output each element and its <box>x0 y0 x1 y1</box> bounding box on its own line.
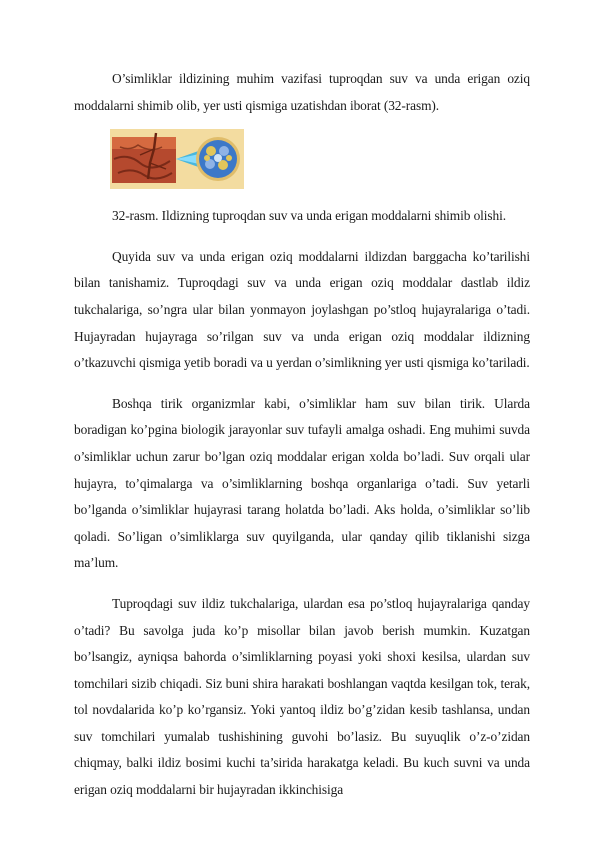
paragraph-root-pressure: Tuproqdagi suv ildiz tukchalariga, ulardan esa po’stloq hujayralariga qanday o’tadi? Bu savolga juda ko’p misollar bilan javob berish mumkin. Kuzatgan bo’lsangiz, ayniqsa bahorda o’simliklarning poyasi yoki shoxi kesilsa, ulardan suv tomchilari sizib chiqadi. Siz buni shira harakati boshlangan vaqtda kesilgan tok, terak, tol novdalarida ko’p ko’rgansiz. Yoki yantoq ildiz bo’g’zidan kesib tashlansa, undan suv tomchilari yumalab tushishining guvohi bo’lasiz. Bu suyuqlik o’z-o’zidan chiqmay, balki ildiz bosimi kuchi ta’sirida harakatga keladi. Bu kuch suvni va unda erigan oziq moddalarni bir hujayradan ikkinchisiga <box>74 595 530 798</box>
paragraph-water-importance: Boshqa tirik organizmlar kabi, o’simliklar ham suv bilan tirik. Ularda boradigan ko’pgina biologik jarayonlar suv tufayli amalga oshadi. Eng muhimi suvda o’simliklar uchun zarur bo’lgan oziq moddalar erigan xolda bo’ladi. Suv orqali ular hujayra, to’qimalarga va o’simliklarning boshqa organlariga o’tadi. Suv yetarli bo’lganda o’simliklar hujayrasi tarang holatda bo’ladi. Aks holda, o’simliklar so’lib qoladi. So’ligan o’simliklarga suv quyilganda, ular qanday qilib tiklanishi sizga ma’lum. <box>74 395 530 571</box>
document-page <box>74 66 530 804</box>
paragraph-water-movement: Quyida suv va unda erigan oziq moddalarni ildizdan barggacha ko’tarilishi bilan tanishamiz. Tuproqdagi suv va unda erigan oziq moddalar dastlab ildiz tukchalariga, so’ngra ular bilan yonmayon joylashgan po’stloq hujayralariga o’tadi. Hujayradan hujayraga so’rilgan suv va unda erigan oziq moddalar ildizning o’tkazuvchi qismiga yetib boradi va u yerdan o’simlikning yer usti qismiga ko’tariladi. <box>74 248 530 371</box>
figure-caption: 32-rasm. Ildizning tuproqdan suv va unda erigan moddalarni shimib olishi. <box>112 208 506 224</box>
root-water-absorption-illustration <box>110 129 244 189</box>
paragraph-intro: O’simliklar ildizining muhim vazifasi tuproqdan suv va unda erigan oziq moddalarni shimib olib, yer usti qismiga uzatishdan iborat (32-rasm). <box>74 71 530 113</box>
figure-root-absorption <box>110 129 244 189</box>
